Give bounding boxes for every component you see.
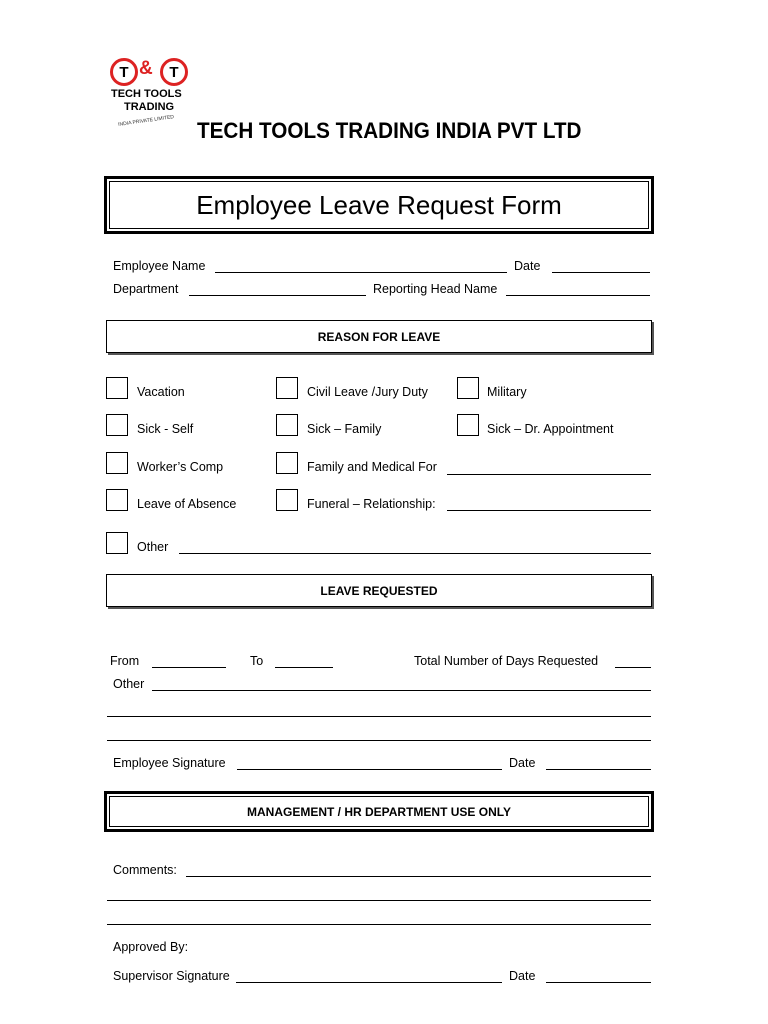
leave-other-label: Other [113,677,145,691]
leave-other-line-3[interactable] [107,740,651,741]
funeral-relationship-field[interactable] [447,510,651,511]
approved-by-label: Approved By: [113,940,189,954]
logo-line2: TRADING [124,101,175,113]
supervisor-date-field[interactable] [546,982,651,983]
supervisor-date-label: Date [509,969,536,983]
leave-section-header [106,574,652,607]
sick-dr-appointment-checkbox[interactable] [457,414,479,436]
civil-leave-label: Civil Leave /Jury Duty [307,385,428,399]
supervisor-signature-field[interactable] [236,982,502,983]
from-date-field[interactable] [152,667,226,668]
from-label: From [110,654,140,668]
reason-section-header [106,320,652,353]
supervisor-signature-label: Supervisor Signature [113,969,230,983]
department-label: Department [113,282,179,296]
family-medical-checkbox[interactable] [276,452,298,474]
logo-tagline: INDIA PRIVATE LIMITED [117,114,175,128]
logo-t-right: T [160,58,188,86]
sick-self-checkbox[interactable] [106,414,128,436]
leave-other-line-2[interactable] [107,716,651,717]
sick-family-label: Sick – Family [307,422,382,436]
other-reason-field[interactable] [179,553,651,554]
leave-of-absence-label: Leave of Absence [137,497,237,511]
date-field[interactable] [552,272,650,273]
management-section-title: MANAGEMENT / HR DEPARTMENT USE ONLY [246,804,511,819]
comments-field[interactable] [186,876,651,877]
leave-section-title: LEAVE REQUESTED [320,583,438,598]
vacation-checkbox[interactable] [106,377,128,399]
form-title-box [104,176,654,234]
other-reason-label: Other [137,540,169,554]
reason-section-title: REASON FOR LEAVE [317,329,441,344]
workers-comp-label: Worker’s Comp [137,460,224,474]
logo-t-left: T [110,58,138,86]
military-label: Military [487,385,527,399]
civil-leave-checkbox[interactable] [276,377,298,399]
sick-self-label: Sick - Self [137,422,194,436]
to-label: To [250,654,264,668]
reporting-head-label: Reporting Head Name [373,282,498,296]
family-medical-field[interactable] [447,474,651,475]
sick-family-checkbox[interactable] [276,414,298,436]
form-title: Employee Leave Request Form [196,189,562,220]
employee-name-label: Employee Name [113,259,206,273]
military-checkbox[interactable] [457,377,479,399]
employee-name-field[interactable] [215,272,507,273]
date-label: Date [514,259,541,273]
sick-dr-appointment-label: Sick – Dr. Appointment [487,422,614,436]
comments-line-3[interactable] [107,924,651,925]
management-section-header [104,791,654,832]
logo-ampersand: & [139,58,153,79]
workers-comp-checkbox[interactable] [106,452,128,474]
employee-signature-field[interactable] [237,769,502,770]
total-days-label: Total Number of Days Requested [414,654,599,668]
vacation-label: Vacation [137,385,185,399]
total-days-field[interactable] [615,667,651,668]
to-date-field[interactable] [275,667,333,668]
employee-signature-date-field[interactable] [546,769,651,770]
leave-other-field[interactable] [152,690,651,691]
department-field[interactable] [189,295,366,296]
company-name: TECH TOOLS TRADING INDIA PVT LTD [197,118,582,143]
employee-signature-label: Employee Signature [113,756,226,770]
company-logo [108,56,198,136]
leave-of-absence-checkbox[interactable] [106,489,128,511]
funeral-checkbox[interactable] [276,489,298,511]
comments-label: Comments: [113,863,177,877]
reporting-head-field[interactable] [506,295,650,296]
employee-signature-date-label: Date [509,756,536,770]
funeral-label: Funeral – Relationship: [307,497,436,511]
logo-line1: TECH TOOLS [111,88,182,100]
other-reason-checkbox[interactable] [106,532,128,554]
family-medical-label: Family and Medical For [307,460,437,474]
comments-line-2[interactable] [107,900,651,901]
